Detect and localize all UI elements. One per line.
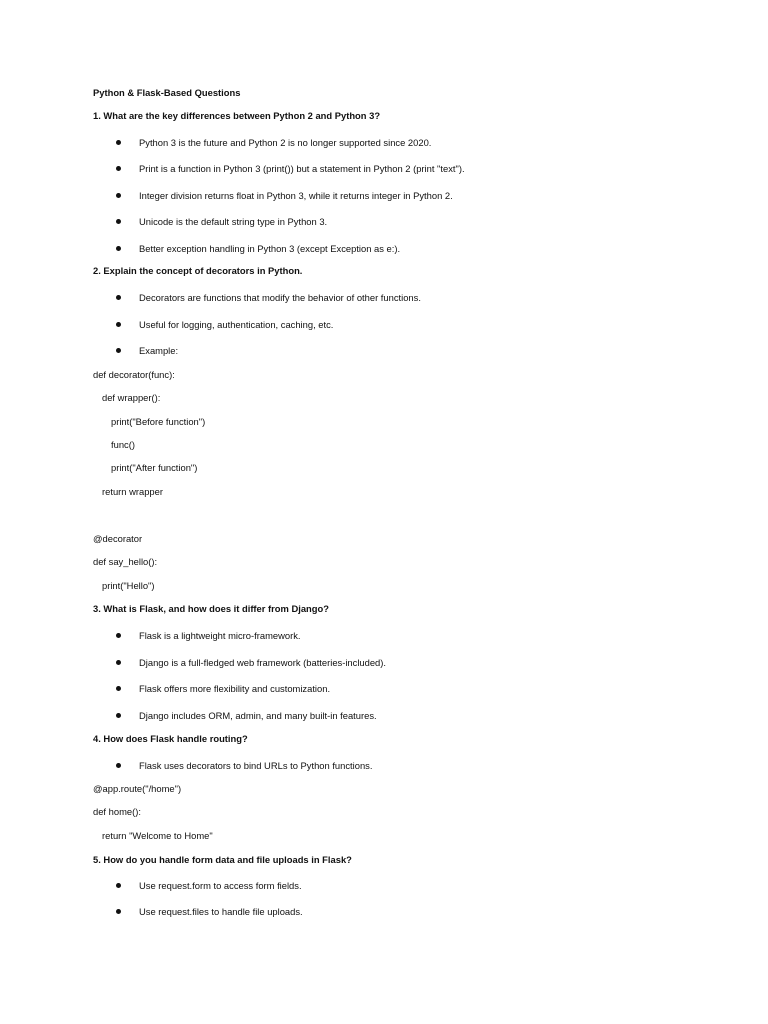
list-item: Print is a function in Python 3 (print()) but a statement in Python 2 (print "text").	[139, 163, 465, 174]
bullet-icon	[116, 219, 121, 224]
bullet-icon	[116, 686, 121, 691]
bullet-icon	[116, 633, 121, 638]
bullet-icon	[116, 713, 121, 718]
code-line: print("After function")	[111, 462, 198, 473]
question-heading-1: 1. What are the key differences between Python 2 and Python 3?	[93, 110, 381, 121]
question-heading-5: 5. How do you handle form data and file uploads in Flask?	[93, 854, 352, 865]
list-item: Use request.files to handle file uploads.	[139, 906, 303, 917]
bullet-icon	[116, 883, 121, 888]
list-item: Useful for logging, authentication, caching, etc.	[139, 319, 334, 330]
list-item: Flask is a lightweight micro-framework.	[139, 630, 301, 641]
list-item: Flask offers more flexibility and customization.	[139, 683, 331, 694]
list-item: Example:	[139, 345, 179, 356]
list-item: Integer division returns float in Python 3, while it returns integer in Python 2.	[139, 190, 453, 201]
list-item: Django is a full-fledged web framework (batteries-included).	[139, 657, 386, 668]
list-item: Django includes ORM, admin, and many built-in features.	[139, 710, 377, 721]
bullet-icon	[116, 295, 121, 300]
code-line: @decorator	[93, 533, 143, 544]
code-line: def wrapper():	[102, 392, 161, 403]
bullet-icon	[116, 660, 121, 665]
list-item: Use request.form to access form fields.	[139, 880, 302, 891]
list-item: Decorators are functions that modify the behavior of other functions.	[139, 292, 421, 303]
bullet-icon	[116, 348, 121, 353]
code-line: def say_hello():	[93, 556, 158, 567]
list-item: Python 3 is the future and Python 2 is no longer supported since 2020.	[139, 137, 432, 148]
document-title: Python & Flask-Based Questions	[93, 87, 241, 98]
bullet-icon	[116, 140, 121, 145]
bullet-icon	[116, 909, 121, 914]
question-heading-4: 4. How does Flask handle routing?	[93, 733, 248, 744]
bullet-icon	[116, 763, 121, 768]
code-line: print("Before function")	[111, 416, 206, 427]
code-line: return wrapper	[102, 486, 163, 497]
question-heading-2: 2. Explain the concept of decorators in Python.	[93, 265, 303, 276]
bullet-icon	[116, 166, 121, 171]
code-line: print("Hello")	[102, 580, 155, 591]
list-item: Flask uses decorators to bind URLs to Python functions.	[139, 760, 373, 771]
code-line: def decorator(func):	[93, 369, 175, 380]
list-item: Better exception handling in Python 3 (except Exception as e:).	[139, 243, 401, 254]
code-line: return "Welcome to Home"	[102, 830, 213, 841]
code-line: def home():	[93, 806, 141, 817]
bullet-icon	[116, 246, 121, 251]
code-line: @app.route("/home")	[93, 783, 182, 794]
code-line: func()	[111, 439, 135, 450]
question-heading-3: 3. What is Flask, and how does it differ from Django?	[93, 603, 329, 614]
bullet-icon	[116, 193, 121, 198]
bullet-icon	[116, 322, 121, 327]
list-item: Unicode is the default string type in Python 3.	[139, 216, 328, 227]
